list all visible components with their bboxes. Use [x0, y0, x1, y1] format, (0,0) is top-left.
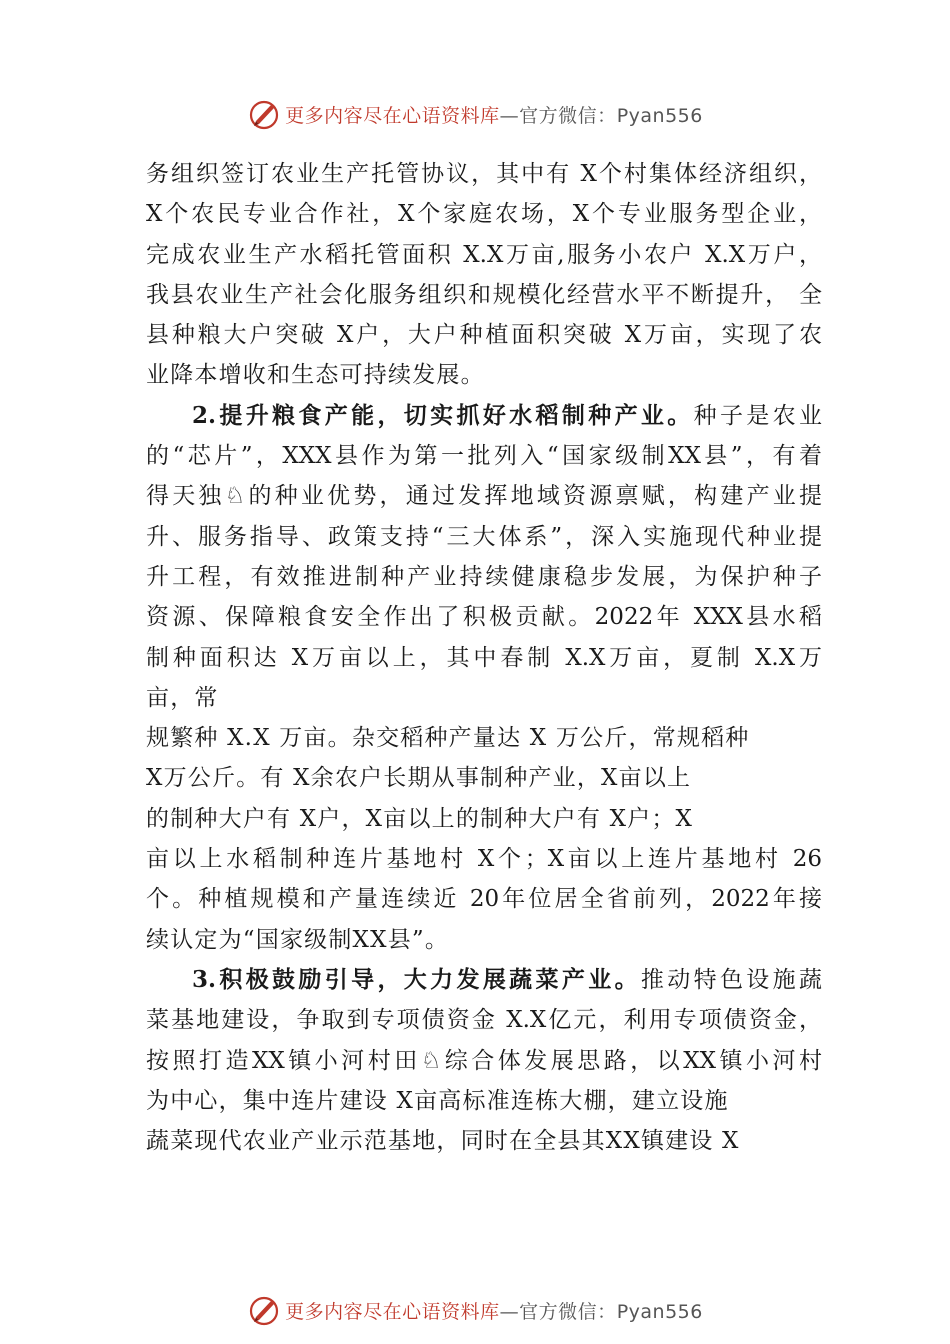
- text-line: [146, 1081, 822, 1121]
- text-line: [146, 758, 822, 798]
- pen-logo-icon: [247, 97, 281, 131]
- text-line: [146, 960, 822, 1000]
- line-text: 按照打造XX镇小河村田♘综合体发展思路，以XX镇小河村: [146, 1047, 822, 1074]
- line-text: 个。种植规模和产量连续近 20年位居全省前列，2022年接: [146, 886, 822, 913]
- text-line: [146, 839, 822, 879]
- line-text: 资源、保障粮食安全作出了积极贡献。2022年 XXX县水稻: [146, 604, 822, 631]
- document-body: [146, 154, 822, 1161]
- text-line: [146, 557, 822, 597]
- text-line: [146, 476, 822, 516]
- line-text: 亩以上水稻制种连片基地村 X个；X亩以上连片基地村 26: [146, 846, 822, 873]
- banner-site-name: 更多内容尽在心语资料库: [285, 1300, 500, 1323]
- text-line: [146, 597, 822, 637]
- line-text: 完成农业生产水稻托管面积 X.X万亩,服务小农户 X.X万户，: [146, 241, 822, 268]
- line-text: 务组织签订农业生产托管协议，其中有 X个村集体经济组织，: [146, 161, 822, 187]
- section-heading: 3.积极鼓励引导，大力发展蔬菜产业。: [192, 965, 641, 993]
- line-text: 得天独♘的种业优势，通过发挥地域资源禀赋，构建产业提: [146, 483, 822, 510]
- text-line: [146, 194, 822, 234]
- line-text: X个农民专业合作社，X个家庭农场，X个专业服务型企业，: [146, 201, 822, 228]
- text-line: [146, 517, 822, 557]
- text-line: [146, 1041, 822, 1081]
- text-line: [146, 678, 822, 718]
- text-line: [146, 1000, 822, 1040]
- banner-dash: —: [499, 1300, 520, 1323]
- section-heading: 2.提升粮食产能，切实抓好水稻制种产业。: [192, 401, 694, 429]
- line-text: 的制种大户有 X户，X亩以上的制种大户有 X户；X: [146, 805, 694, 832]
- banner-site-name: 更多内容尽在心语资料库: [285, 104, 500, 127]
- line-text: 我县农业生产社会化服务组织和规模化经营水平不断提升， 全: [146, 281, 822, 308]
- text-line: [146, 879, 822, 919]
- text-line: [146, 275, 822, 315]
- text-line: [146, 718, 822, 758]
- line-text: 的“芯片”，XXX县作为第一批列入“国家级制XX县”，有着: [146, 443, 822, 470]
- banner-wechat-id: Pyan556: [616, 1300, 703, 1323]
- banner-wechat-label: 官方微信：: [519, 104, 617, 127]
- pen-logo-icon: [247, 1293, 281, 1327]
- text-line: [146, 235, 822, 275]
- line-text: X万公斤。有 X余农户长期从事制种产业，X亩以上: [146, 765, 692, 792]
- text-line: [146, 315, 822, 355]
- line-text: 升工程，有效推进制种产业持续健康稳步发展，为保护种子: [146, 563, 822, 590]
- line-text: 规繁种 X.X 万亩。杂交稻种产量达 X 万公斤，常规稻种: [146, 725, 750, 752]
- text-line: [146, 638, 822, 678]
- line-text: 蔬菜现代农业产业示范基地，同时在全县其XX镇建设 X: [146, 1128, 740, 1155]
- text-line: [146, 355, 822, 395]
- banner-wechat-label: 官方微信：: [519, 1300, 617, 1323]
- line-text: 种子是农业: [693, 402, 822, 429]
- text-line: [146, 1121, 822, 1161]
- text-line: [146, 436, 822, 476]
- text-line: [146, 920, 822, 960]
- line-text: 推动特色设施蔬: [640, 966, 823, 993]
- footer-banner: [0, 1290, 950, 1330]
- text-line: [146, 799, 822, 839]
- line-text: 菜基地建设，争取到专项债资金 X.X亿元，利用专项债资金，: [146, 1007, 822, 1034]
- banner-dash: —: [499, 104, 520, 127]
- text-line: [146, 154, 822, 194]
- line-text: 升、服务指导、政策支持“三大体系”，深入实施现代种业提: [146, 523, 822, 550]
- line-text: 亩，常: [146, 684, 219, 711]
- line-text: 制种面积达 X万亩以上，其中春制 X.X万亩，夏制 X.X万: [146, 644, 822, 671]
- line-text: 续认定为“国家级制XX县”。: [146, 926, 450, 953]
- banner-wechat-id: Pyan556: [616, 104, 703, 127]
- text-line: [146, 396, 822, 436]
- line-text: 业降本增收和生态可持续发展。: [146, 362, 485, 389]
- header-banner: [0, 94, 950, 134]
- line-text: 为中心，集中连片建设 X亩高标准连栋大棚，建立设施: [146, 1087, 729, 1114]
- line-text: 县种粮大户突破 X户，大户种植面积突破 X万亩，实现了农: [146, 322, 822, 349]
